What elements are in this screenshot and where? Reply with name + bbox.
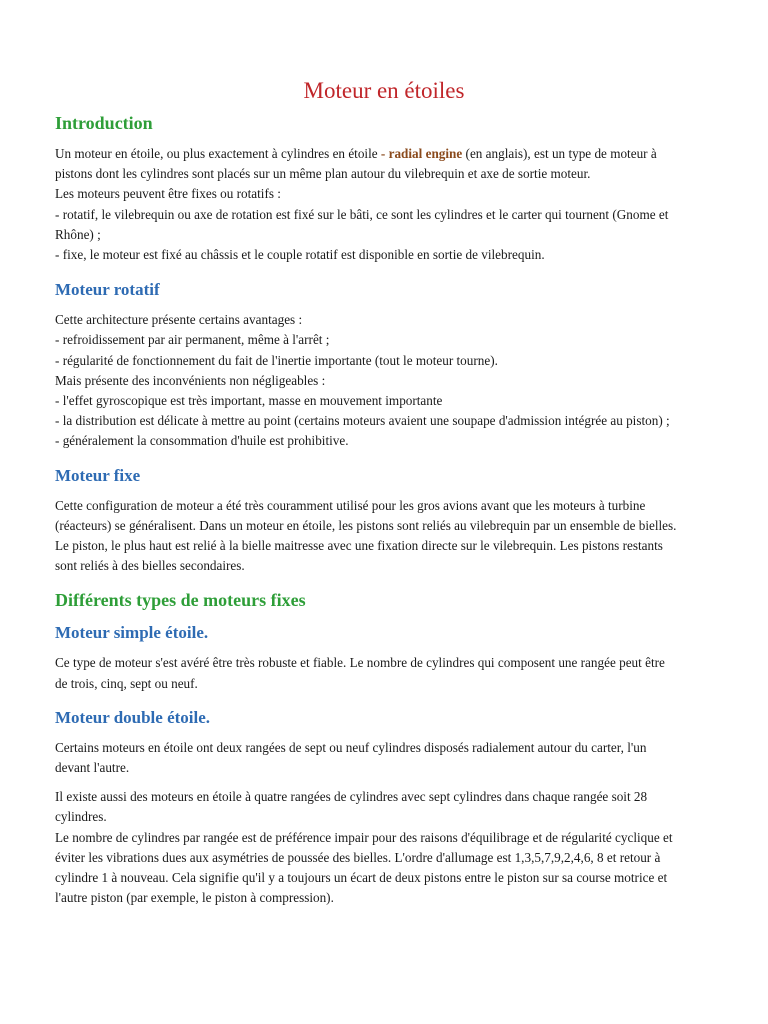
double-line: cylindres.	[55, 809, 107, 825]
double-paragraph-2	[55, 787, 713, 908]
section-heading-types: Différents types de moteurs fixes	[55, 590, 306, 611]
intro-line: pistons dont les cylindres sont placés sur un même plan autour du vilebrequin et axe de sortie moteur.	[55, 166, 591, 182]
double-paragraph-1	[55, 738, 713, 778]
simple-line: de trois, cinq, sept ou neuf.	[55, 675, 198, 691]
double-line: Certains moteurs en étoile ont deux rangées de sept ou neuf cylindres disposés radialement autour du carter, l'un	[55, 739, 647, 755]
intro-line: Les moteurs peuvent être fixes ou rotatifs :	[55, 186, 281, 202]
intro-line	[55, 144, 713, 164]
simple-line: Ce type de moteur s'est avéré être très robuste et fiable. Le nombre de cylindres qui composent une rangée peut être	[55, 655, 665, 671]
double-line: devant l'autre.	[55, 760, 130, 776]
double-line: cylindre 1 à nouveau. Cela signifie qu'il y a toujours un écart de deux pistons entre le piston sur sa course motrice et	[55, 870, 668, 886]
intro-line: Rhône) ;	[55, 226, 101, 242]
fixe-line: (réacteurs) se généralisent. Dans un moteur en étoile, les pistons sont reliés au vilebrequin par un ensemble de bielles.	[55, 517, 677, 533]
intro-paragraph	[55, 144, 713, 265]
intro-text: (en anglais), est un type de moteur à	[462, 146, 657, 161]
section-heading-moteur-rotatif: Moteur rotatif	[55, 280, 160, 300]
intro-line: - fixe, le moteur est fixé au châssis et le couple rotatif est disponible en sortie de vilebrequin.	[55, 247, 545, 263]
rotatif-line: - régularité de fonctionnement du fait de l'inertie importante (tout le moteur tourne).	[55, 352, 498, 368]
section-heading-double-etoile: Moteur double étoile.	[55, 707, 211, 727]
rotatif-line: Mais présente des inconvénients non négligeables :	[55, 372, 326, 388]
intro-line: - rotatif, le vilebrequin ou axe de rotation est fixé sur le bâti, ce sont les cylindres et le carter qui tournent (Gnome et	[55, 206, 669, 222]
double-line: Il existe aussi des moteurs en étoile à quatre rangées de cylindres avec sept cylindres dans chaque rangée soit 28	[55, 789, 648, 805]
fixe-line: Cette configuration de moteur a été très couramment utilisé pour les gros avions avant que les moteurs à turbine	[55, 497, 646, 513]
rotatif-line: - refroidissement par air permanent, même à l'arrêt ;	[55, 332, 330, 348]
rotatif-line: Cette architecture présente certains avantages :	[55, 312, 303, 328]
fixe-line: sont reliés à des bielles secondaires.	[55, 558, 245, 574]
rotatif-line: - généralement la consommation d'huile est prohibitive.	[55, 433, 349, 449]
radial-engine-term: - radial engine	[380, 146, 463, 161]
double-line: éviter les vibrations dues aux asymétries de poussée des bielles. L'ordre d'allumage est 1,3,5,7,9,2,4,6, 8 et retour à	[55, 849, 661, 865]
intro-text: Un moteur en étoile, ou plus exactement à cylindres en étoile	[55, 146, 381, 161]
rotatif-paragraph	[55, 310, 713, 451]
page-title: Moteur en étoiles	[303, 78, 465, 103]
rotatif-line: - l'effet gyroscopique est très important, masse en mouvement importante	[55, 393, 443, 409]
section-heading-introduction: Introduction	[55, 113, 153, 133]
rotatif-line: - la distribution est délicate à mettre au point (certains moteurs avaient une soupape d'admission intégrée au piston) ;	[55, 413, 670, 429]
double-line: l'autre piston (par exemple, le piston à compression).	[55, 890, 334, 906]
fixe-line: Le piston, le plus haut est relié à la bielle maitresse avec une fixation directe sur le vilebrequin. Les pistons restants	[55, 538, 663, 554]
section-heading-moteur-fixe: Moteur fixe	[55, 465, 141, 485]
section-heading-simple-etoile: Moteur simple étoile.	[55, 623, 209, 643]
fixe-paragraph	[55, 496, 713, 577]
simple-paragraph	[55, 653, 713, 693]
double-line: Le nombre de cylindres par rangée est de préférence impair pour des raisons d'équilibrage et de régularité cyclique et	[55, 829, 673, 845]
